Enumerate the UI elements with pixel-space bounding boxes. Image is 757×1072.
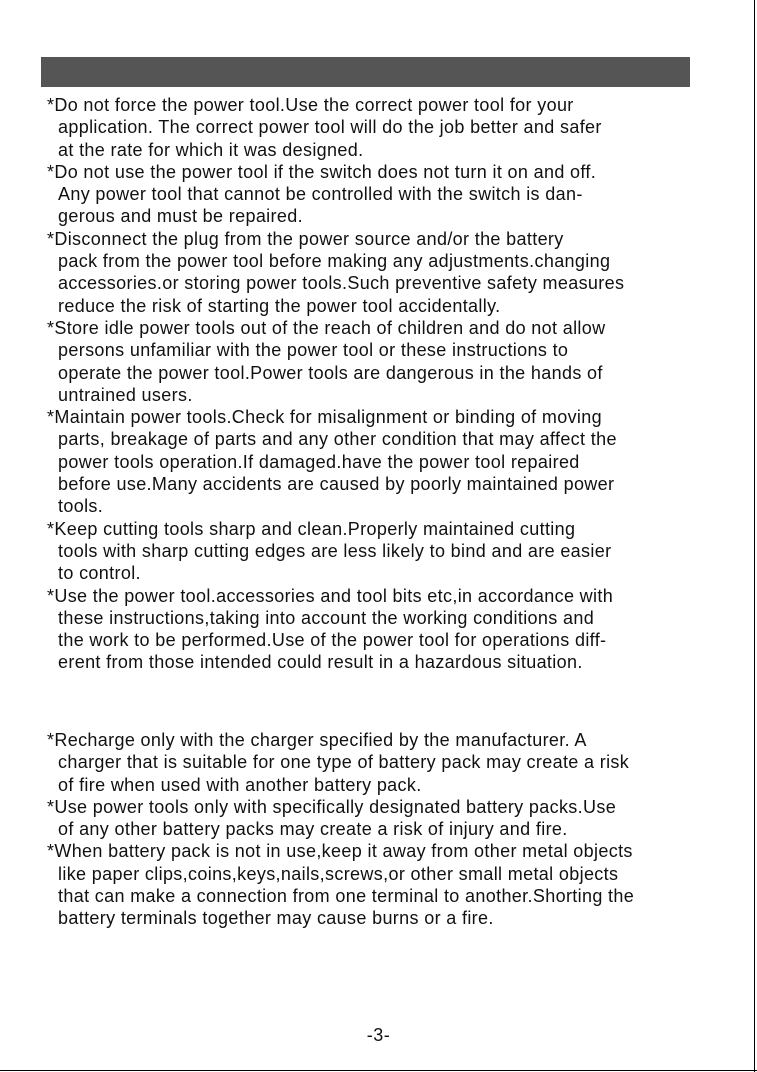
- item-line: the work to be performed.Use of the power tool for operations diff-: [58, 630, 607, 651]
- item-line: tools.: [58, 496, 104, 517]
- item-line: *When battery pack is not in use,keep it away from other metal objects: [47, 841, 633, 862]
- item-line: *Maintain power tools.Check for misalignment or binding of moving: [47, 407, 603, 428]
- item-line: persons unfamiliar with the power tool or these instructions to: [58, 340, 569, 361]
- item-line: application. The correct power tool will do the job better and safer: [58, 117, 602, 138]
- item-line: accessories.or storing power tools.Such preventive safety measures: [58, 273, 625, 294]
- item-line: tools with sharp cutting edges are less likely to bind and are easier: [58, 540, 612, 561]
- item-line: untrained users.: [58, 384, 193, 405]
- section-header-bar: [41, 57, 690, 87]
- list-item: [47, 317, 624, 406]
- item-line: parts, breakage of parts and any other condition that may affect the: [58, 429, 617, 450]
- page-border-right: [754, 0, 755, 1072]
- item-line: operate the power tool.Power tools are dangerous in the hands of: [58, 362, 603, 383]
- list-item: [47, 406, 624, 517]
- item-line: *Do not use the power tool if the switch does not turn it on and off.: [47, 161, 597, 182]
- item-line: *Use power tools only with specifically designated battery packs.Use: [47, 796, 617, 817]
- item-line: at the rate for which it was designed.: [58, 139, 364, 160]
- item-line: power tools operation.If damaged.have the power tool repaired: [58, 451, 580, 472]
- item-line: battery terminals together may cause burns or a fire.: [58, 908, 494, 929]
- list-item: [47, 585, 624, 674]
- item-line: *Use the power tool.accessories and tool bits etc,in accordance with: [47, 585, 614, 606]
- page-number: -3-: [366, 1025, 391, 1045]
- item-line: erent from those intended could result in a hazardous situation.: [58, 652, 583, 673]
- item-line: charger that is suitable for one type of battery pack may create a risk: [58, 752, 630, 773]
- item-line: to control.: [58, 563, 141, 584]
- item-line: that can make a connection from one terminal to another.Shorting the: [58, 886, 635, 907]
- item-line: reduce the risk of starting the power tool accidentally.: [58, 295, 501, 316]
- item-line: of any other battery packs may create a risk of injury and fire.: [58, 819, 568, 840]
- item-line: *Recharge only with the charger specified by the manufacturer. A: [47, 730, 587, 750]
- list-item: [47, 94, 624, 161]
- list-item: [47, 729, 634, 796]
- item-line: *Keep cutting tools sharp and clean.Properly maintained cutting: [47, 518, 576, 539]
- item-line: pack from the power tool before making any adjustments.changing: [58, 251, 611, 272]
- item-line: *Disconnect the plug from the power source and/or the battery: [47, 228, 564, 249]
- item-line: *Do not force the power tool.Use the correct power tool for your: [47, 95, 574, 115]
- item-line: of fire when used with another battery pack.: [58, 774, 422, 795]
- item-line: gerous and must be repaired.: [58, 206, 303, 227]
- list-item: [47, 161, 624, 228]
- general-safety-list: [47, 94, 624, 674]
- page-border-bottom: [0, 1070, 757, 1071]
- list-item: [47, 518, 624, 585]
- list-item: [47, 840, 634, 929]
- item-line: like paper clips,coins,keys,nails,screws,or other small metal objects: [58, 863, 619, 884]
- item-line: these instructions,taking into account the working conditions and: [58, 607, 595, 628]
- item-line: before use.Many accidents are caused by poorly maintained power: [58, 474, 615, 495]
- list-item: [47, 228, 624, 317]
- item-line: *Store idle power tools out of the reach of children and do not allow: [47, 317, 606, 338]
- list-item: [47, 796, 634, 841]
- battery-safety-list: [47, 729, 634, 930]
- item-line: Any power tool that cannot be controlled with the switch is dan-: [58, 184, 583, 205]
